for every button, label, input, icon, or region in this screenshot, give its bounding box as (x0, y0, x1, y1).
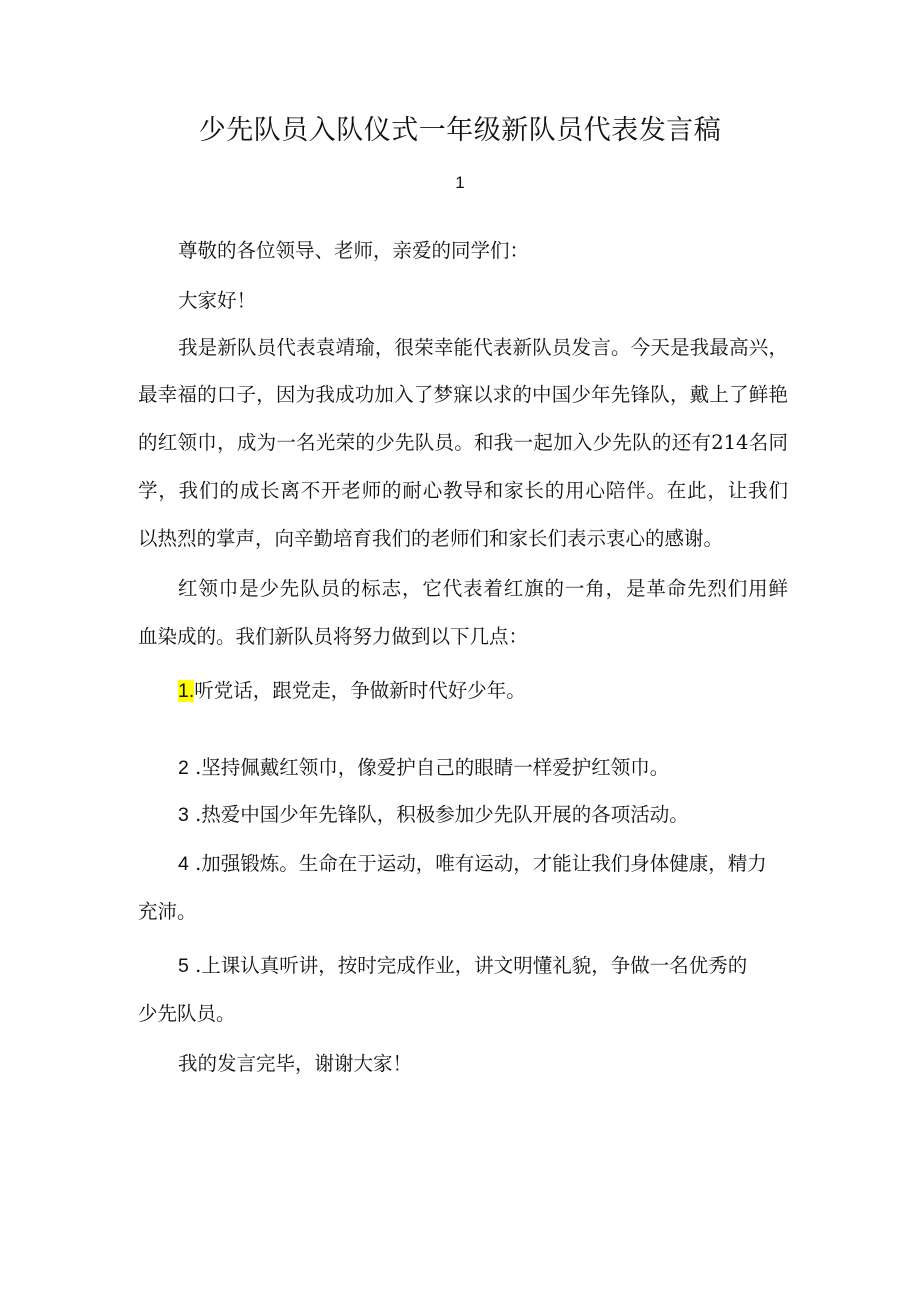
point-5 (178, 952, 788, 980)
point-1 (178, 677, 828, 705)
paragraph-1-line-5: 以热烈的掌声，向辛勤培育我们的老师们和家长们表示衷心的感谢。 (138, 527, 724, 550)
point-3-number: 3 (178, 804, 189, 826)
point-2-number: 2 (178, 757, 189, 779)
point-5-number: 5 (178, 955, 189, 977)
point-1-number: 1. (178, 680, 195, 702)
point-3 (178, 801, 828, 829)
paragraph-1-line-3: 的红领巾，成为一名光荣的少先队员。和我一起加入少先队的还有214名同 (138, 431, 788, 454)
point-2 (178, 754, 828, 782)
point-1-text: 听党话，跟党走，争做新时代好少年。 (194, 679, 526, 702)
page-number: 1 (455, 173, 465, 192)
paragraph-2-line-1: 红领巾是少先队员的标志，它代表着红旗的一角，是革命先烈们用鲜 (178, 577, 788, 600)
paragraph-1-line-1: 我是新队员代表袁靖瑜，很荣幸能代表新队员发言。今天是我最高兴， (178, 336, 788, 359)
point-3-text: .热爱中国少年先锋队，积极参加少先队开展的各项活动。 (195, 803, 689, 826)
paragraph-1-line-4: 学，我们的成长离不开老师的耐心教导和家长的用心陪伴。在此，让我们 (138, 479, 788, 502)
point-4-number: 4 (178, 853, 189, 875)
point-4 (178, 850, 788, 878)
greeting: 尊敬的各位领导、老师，亲爱的同学们： (178, 239, 530, 262)
point-2-text: .坚持佩戴红领巾，像爱护自己的眼睛一样爱护红领巾。 (195, 756, 670, 779)
closing: 我的发言完毕，谢谢大家！ (178, 1052, 413, 1075)
point-4-text-line-2: 充沛。 (138, 900, 197, 923)
point-5-text-line-1: .上课认真听讲，按时完成作业，讲文明懂礼貌，争做一名优秀的 (195, 954, 748, 977)
paragraph-2-line-2: 血染成的。我们新队员将努力做到以下几点： (138, 625, 529, 648)
paragraph-1-line-2: 最幸福的口子，因为我成功加入了梦寐以求的中国少年先锋队，戴上了鲜艳 (138, 383, 788, 406)
point-5-text-line-2: 少先队员。 (138, 1002, 236, 1025)
point-4-text-line-1: .加强锻炼。生命在于运动，唯有运动，才能让我们身体健康，精力 (195, 852, 767, 875)
hello: 大家好！ (178, 289, 257, 312)
document-title: 少先队员入队仪式一年级新队员代表发言稿 (198, 115, 722, 146)
